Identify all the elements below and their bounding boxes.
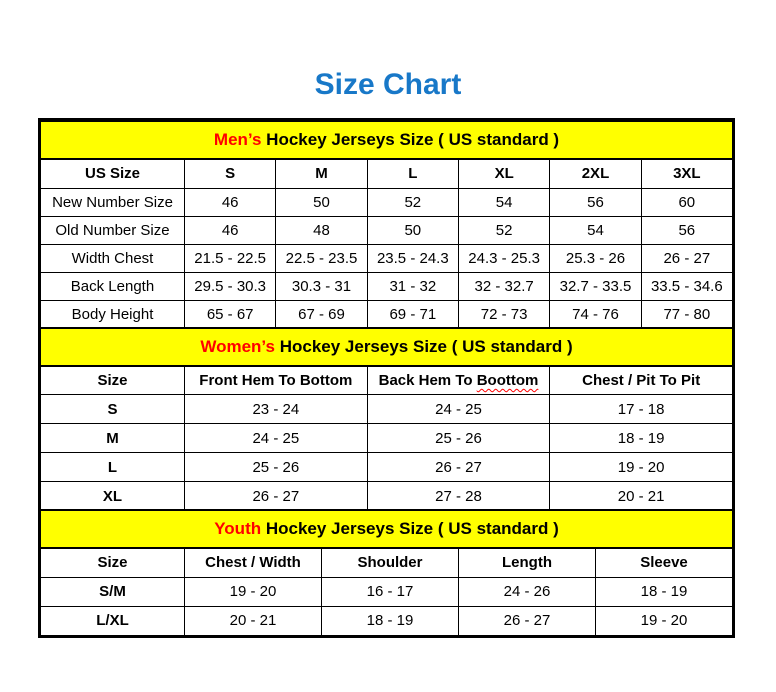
youth-section-heading: [41, 510, 733, 548]
table-row: [41, 272, 733, 300]
data-cell: 32.7 - 33.5: [550, 272, 641, 300]
size-chart: [38, 118, 735, 638]
data-cell: 23 - 24: [185, 395, 368, 424]
data-cell: 52: [367, 188, 458, 216]
data-cell: 67 - 69: [276, 300, 367, 328]
data-cell: 56: [550, 188, 641, 216]
data-cell: 30.3 - 31: [276, 272, 367, 300]
row-label: Old Number Size: [41, 216, 185, 244]
data-cell: 24 - 25: [367, 395, 550, 424]
data-cell: 25 - 26: [185, 453, 368, 482]
mens-heading-rest: Hockey Jerseys Size ( US standard ): [261, 130, 560, 149]
data-cell: 72 - 73: [458, 300, 549, 328]
womens-heading-highlight: Women’s: [200, 336, 275, 356]
row-label: S/M: [41, 577, 185, 606]
back-hem-misspelled-word: Boottom: [476, 371, 539, 389]
data-cell: 26 - 27: [367, 453, 550, 482]
data-cell: 60: [641, 188, 732, 216]
data-cell: 56: [641, 216, 732, 244]
data-cell: 23.5 - 24.3: [367, 244, 458, 272]
womens-size-table: [40, 327, 733, 512]
column-header: Front Hem To Bottom: [185, 366, 368, 395]
womens-header-row: [41, 366, 733, 395]
table-row: [41, 482, 733, 511]
data-cell: 20 - 21: [550, 482, 733, 511]
data-cell: 77 - 80: [641, 300, 732, 328]
data-cell: 31 - 32: [367, 272, 458, 300]
womens-heading-rest: Hockey Jerseys Size ( US standard ): [274, 336, 573, 356]
data-cell: 48: [276, 216, 367, 244]
column-header: US Size: [41, 159, 185, 188]
youth-heading-highlight: Youth: [214, 519, 262, 538]
table-row: [41, 244, 733, 272]
column-header: Size: [41, 366, 185, 395]
data-cell: 54: [550, 216, 641, 244]
mens-size-table: [40, 120, 733, 329]
youth-heading-rest: Hockey Jerseys Size ( US standard ): [261, 519, 559, 538]
womens-heading-row: [41, 328, 733, 366]
mens-section-heading: [41, 121, 733, 159]
column-header: Shoulder: [322, 548, 459, 577]
data-cell: 20 - 21: [185, 606, 322, 635]
data-cell: 54: [458, 188, 549, 216]
page-title: Size Chart: [314, 68, 462, 101]
table-row: [41, 577, 733, 606]
table-row: [41, 424, 733, 453]
data-cell: 24 - 25: [185, 424, 368, 453]
row-label: Back Length: [41, 272, 185, 300]
column-header: XL: [458, 159, 549, 188]
data-cell: 19 - 20: [550, 453, 733, 482]
table-row: [41, 188, 733, 216]
column-header: Size: [41, 548, 185, 577]
youth-header-row: [41, 548, 733, 577]
column-header: Chest / Pit To Pit: [550, 366, 733, 395]
row-label: L/XL: [41, 606, 185, 635]
data-cell: 50: [367, 216, 458, 244]
data-cell: 25 - 26: [367, 424, 550, 453]
data-cell: 18 - 19: [550, 424, 733, 453]
data-cell: 27 - 28: [367, 482, 550, 511]
data-cell: 69 - 71: [367, 300, 458, 328]
table-row: [41, 395, 733, 424]
data-cell: 18 - 19: [322, 606, 459, 635]
row-label: Width Chest: [41, 244, 185, 272]
row-label: S: [41, 395, 185, 424]
column-header: 2XL: [550, 159, 641, 188]
data-cell: 24 - 26: [459, 577, 596, 606]
data-cell: 24.3 - 25.3: [458, 244, 549, 272]
column-header: S: [185, 159, 276, 188]
data-cell: 50: [276, 188, 367, 216]
mens-heading-row: [41, 121, 733, 159]
data-cell: 65 - 67: [185, 300, 276, 328]
column-header: Sleeve: [596, 548, 733, 577]
table-row: [41, 216, 733, 244]
data-cell: 22.5 - 23.5: [276, 244, 367, 272]
column-header: Chest / Width: [185, 548, 322, 577]
data-cell: 74 - 76: [550, 300, 641, 328]
table-row: [41, 300, 733, 328]
data-cell: 26 - 27: [185, 482, 368, 511]
row-label: M: [41, 424, 185, 453]
data-cell: 19 - 20: [596, 606, 733, 635]
mens-header-row: [41, 159, 733, 188]
data-cell: 52: [458, 216, 549, 244]
data-cell: 32 - 32.7: [458, 272, 549, 300]
data-cell: 25.3 - 26: [550, 244, 641, 272]
womens-section-heading: [41, 328, 733, 366]
data-cell: 46: [185, 216, 276, 244]
data-cell: 21.5 - 22.5: [185, 244, 276, 272]
column-header: 3XL: [641, 159, 732, 188]
table-row: [41, 606, 733, 635]
data-cell: 16 - 17: [322, 577, 459, 606]
youth-size-table: [40, 509, 733, 636]
data-cell: 26 - 27: [459, 606, 596, 635]
column-header-misspelled: [367, 366, 550, 395]
row-label: Body Height: [41, 300, 185, 328]
data-cell: 33.5 - 34.6: [641, 272, 732, 300]
data-cell: 18 - 19: [596, 577, 733, 606]
column-header: L: [367, 159, 458, 188]
data-cell: 46: [185, 188, 276, 216]
data-cell: 17 - 18: [550, 395, 733, 424]
column-header: Length: [459, 548, 596, 577]
row-label: XL: [41, 482, 185, 511]
back-hem-prefix: Back Hem To: [378, 371, 477, 389]
data-cell: 19 - 20: [185, 577, 322, 606]
row-label: L: [41, 453, 185, 482]
youth-heading-row: [41, 510, 733, 548]
table-row: [41, 453, 733, 482]
data-cell: 29.5 - 30.3: [185, 272, 276, 300]
data-cell: 26 - 27: [641, 244, 732, 272]
mens-heading-highlight: Men’s: [213, 130, 262, 149]
row-label: New Number Size: [41, 188, 185, 216]
column-header: M: [276, 159, 367, 188]
